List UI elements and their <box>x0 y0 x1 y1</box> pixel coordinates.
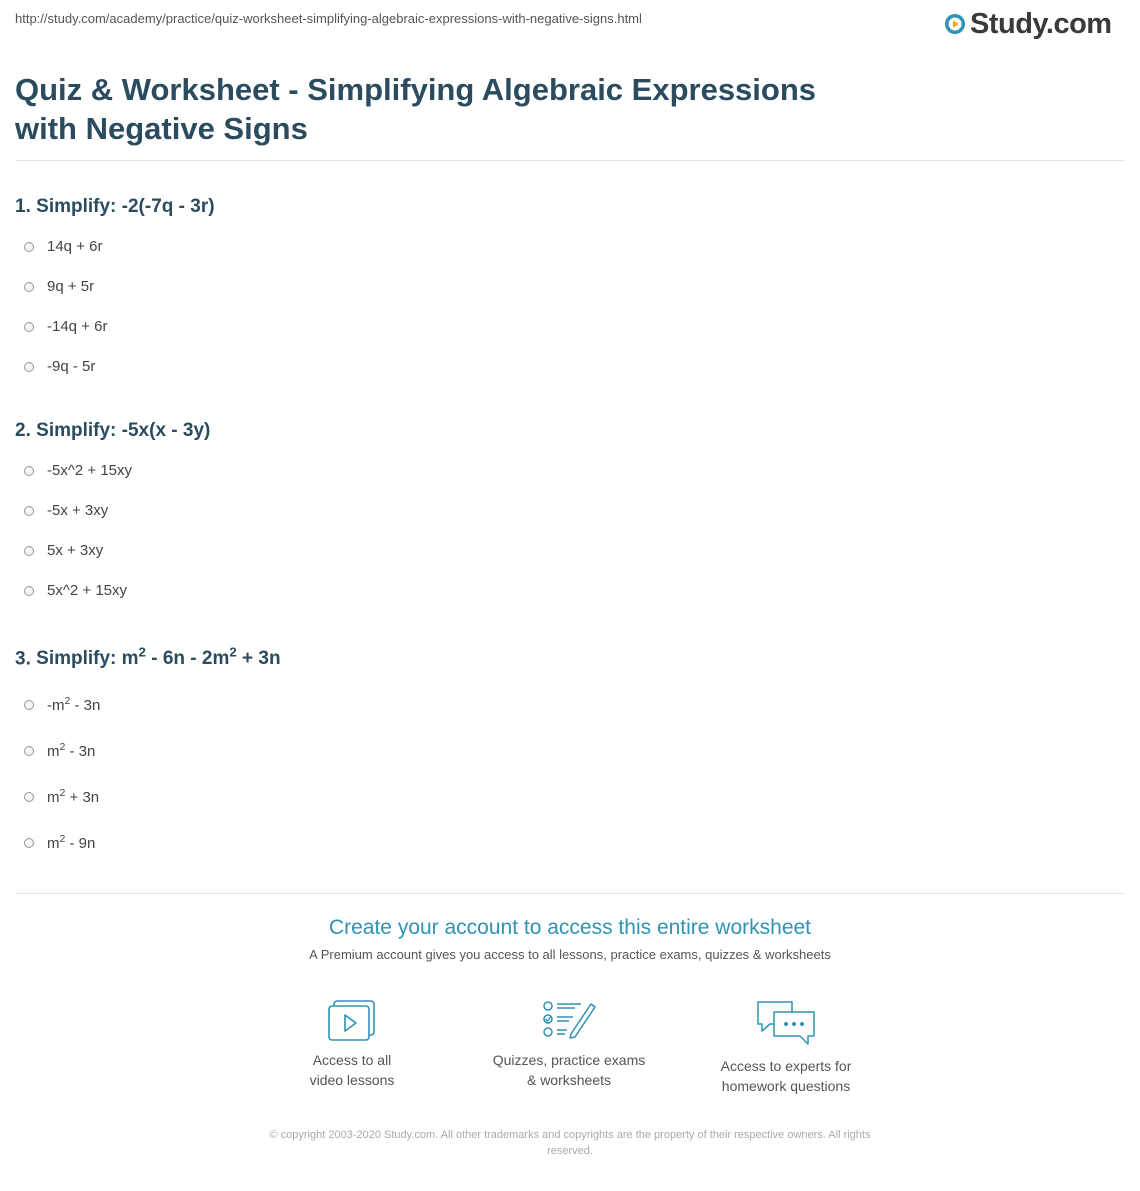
radio-button[interactable] <box>24 838 34 848</box>
answer-option[interactable] <box>24 502 108 519</box>
option-text: $m^2 - 3n$ <box>47 741 96 760</box>
question-2 <box>15 420 210 442</box>
question-3 <box>15 645 281 670</box>
cta-subtitle: A Premium account gives you access to all lessons, practice exams, quizzes & worksheets <box>309 947 831 962</box>
radio-button[interactable] <box>24 362 34 372</box>
question-number: 1. <box>15 196 31 217</box>
video-lesson-icon <box>326 998 378 1042</box>
answer-option[interactable] <box>24 833 95 852</box>
question-1 <box>15 196 215 218</box>
question-prompt: Simplify: -2(-7q - 3r) <box>36 196 215 217</box>
radio-button[interactable] <box>24 242 34 252</box>
page-url: http://study.com/academy/practice/quiz-worksheet-simplifying-algebraic-expressions-with-negative-signs.html <box>15 11 642 26</box>
option-text: $m^2 + 3n$ <box>47 787 100 806</box>
feature-video-lessons <box>252 998 452 1090</box>
chat-bubble-icon <box>754 998 818 1048</box>
answer-option[interactable] <box>24 787 99 806</box>
option-text: $-m^2 - 3n$ <box>47 695 101 714</box>
question-number: 3. <box>15 648 31 670</box>
answer-option[interactable] <box>24 582 127 599</box>
radio-button[interactable] <box>24 700 34 710</box>
copyright-line: © copyright 2003-2020 Study.com. All other trademarks and copyrights are the property of their respective owners. All rights <box>269 1129 871 1141</box>
answer-option[interactable] <box>24 695 100 714</box>
copyright-line: reserved. <box>547 1145 593 1157</box>
option-text: -14q + 6r <box>47 318 108 335</box>
radio-button[interactable] <box>24 506 34 516</box>
answer-option[interactable] <box>24 318 107 335</box>
feature-label: Quizzes, practice exams <box>492 1052 646 1068</box>
feature-label: video lessons <box>309 1072 395 1088</box>
radio-button[interactable] <box>24 546 34 556</box>
option-text: 9q + 5r <box>47 278 95 295</box>
feature-label: & worksheets <box>526 1072 612 1088</box>
answer-option[interactable] <box>24 542 103 559</box>
page-title: Quiz & Worksheet - Simplifying Algebraic Expressions with Negative Signs <box>15 72 817 146</box>
question-prompt: Simplify: $m^2 - 6n - 2m^2 + 3n$ <box>36 645 281 670</box>
answer-option[interactable] <box>24 238 102 255</box>
option-text: 5x + 3xy <box>47 542 104 559</box>
question-number: 2. <box>15 420 31 441</box>
answer-option[interactable] <box>24 462 132 479</box>
answer-option[interactable] <box>24 278 94 295</box>
radio-button[interactable] <box>24 746 34 756</box>
study-logo[interactable] <box>944 8 1112 40</box>
option-text: 5x^2 + 15xy <box>47 582 128 599</box>
feature-label: Access to all <box>312 1052 392 1068</box>
copyright <box>210 1127 930 1159</box>
question-prompt: Simplify: -5x(x - 3y) <box>36 420 211 441</box>
radio-button[interactable] <box>24 792 34 802</box>
answer-option[interactable] <box>24 741 95 760</box>
answer-option[interactable] <box>24 358 95 375</box>
play-logo-icon <box>944 13 966 35</box>
radio-button[interactable] <box>24 322 34 332</box>
option-text: $m^2 - 9n$ <box>47 833 96 852</box>
feature-label: homework questions <box>721 1078 851 1094</box>
create-account-link[interactable]: Create your account to access this entire worksheet <box>328 916 812 939</box>
radio-button[interactable] <box>24 586 34 596</box>
logo-text: Study.com <box>970 8 1112 40</box>
option-text: -5x + 3xy <box>47 502 109 519</box>
quiz-checklist-icon <box>541 998 597 1042</box>
feature-quizzes <box>469 998 669 1090</box>
feature-experts <box>686 998 886 1096</box>
divider <box>15 160 1125 161</box>
option-text: 14q + 6r <box>47 238 103 255</box>
radio-button[interactable] <box>24 282 34 292</box>
option-text: -5x^2 + 15xy <box>47 462 132 479</box>
radio-button[interactable] <box>24 466 34 476</box>
feature-label: Access to experts for <box>720 1058 852 1074</box>
divider <box>15 893 1125 894</box>
option-text: -9q - 5r <box>47 358 96 375</box>
